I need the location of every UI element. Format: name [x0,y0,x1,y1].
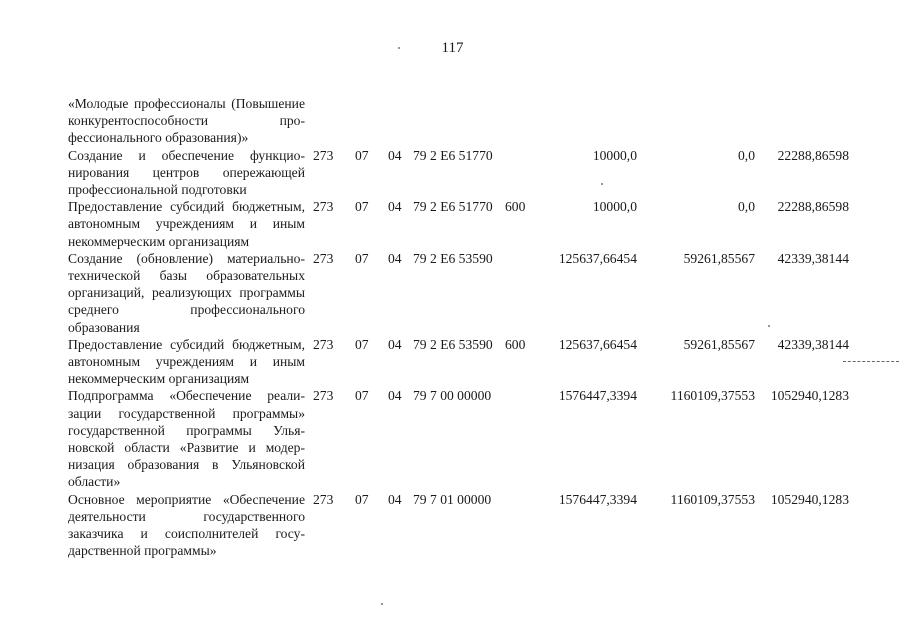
subsection-code: 04 [388,250,402,266]
expense-type-code [505,387,541,490]
section-code: 07 [355,250,369,266]
glav-code: 273 [313,147,334,163]
amount-3 [755,95,849,147]
table-row [68,95,849,147]
section-code: 07 [355,491,369,507]
subsection-code: 04 [388,491,402,507]
amount-3: 42339,38144 [777,250,849,266]
amount-2 [637,95,755,147]
amount-2: 1160109,37553 [670,491,755,507]
amount-3: 42339,38144 [777,336,849,352]
target-article-code [413,95,505,147]
budget-table [68,95,849,559]
target-article-code: 79 2 Е6 53590 [413,336,493,352]
expense-type-code [505,491,541,560]
glav-code: 273 [313,388,334,404]
section-code [355,95,388,147]
expense-type-code: 600 [505,199,526,215]
amount-3: 1052940,1283 [770,491,849,507]
table-row [68,250,849,336]
row-name: Предоставление субсидий бюджетным, автономным учреждениям и иным некоммерческим организациям [68,336,305,387]
amount-1: 125637,66454 [558,250,637,266]
glav-code: 273 [313,336,334,352]
amount-1: 10000,0 [592,147,637,163]
table-row [68,147,849,199]
amount-1 [541,95,637,147]
expense-type-code [505,250,541,336]
expense-type-code: 600 [505,336,526,352]
row-name: Создание (обновление) материально-технической базы образовательных организаций, реализующих программы среднего профессионального образования [68,250,305,335]
row-name: «Молодые профессионалы (Повышение конкурентоспособности профессионального образования)» [68,96,305,146]
expense-type-code [505,147,541,199]
row-name: Создание и обеспечение функционирования центров опережающей профессиональной подготовки [68,147,305,198]
target-article-code: 79 2 Е6 51770 [413,147,493,163]
section-code: 07 [355,199,369,215]
subsection-code: 04 [388,336,402,352]
scan-speck [398,47,400,49]
section-code: 07 [355,388,369,404]
table-row [68,336,849,388]
amount-1: 1576447,3394 [558,491,637,507]
page-number: 117 [441,40,464,56]
row-name: Основное мероприятие «Обеспечение деятельности государственного заказчика и соисполнителей государственной программы» [68,491,305,559]
amount-2: 0,0 [738,147,755,163]
amount-2: 1160109,37553 [670,388,755,404]
scan-speck [601,183,603,185]
row-name: Предоставление субсидий бюджетным, автономным учреждениям и иным некоммерческим организациям [68,199,305,249]
amount-1: 10000,0 [592,199,637,215]
glav-code: 273 [313,199,334,215]
glav-code [313,95,355,147]
section-code: 07 [355,336,369,352]
section-code: 07 [355,147,369,163]
target-article-code: 79 7 00 00000 [413,388,492,404]
scan-dash-line [843,361,899,362]
scan-speck [381,603,383,605]
amount-3: 22288,86598 [777,199,849,215]
expense-type-code [505,95,541,147]
subsection-code [388,95,413,147]
target-article-code: 79 2 Е6 51770 [413,199,493,215]
amount-1: 125637,66454 [558,336,637,352]
row-name: Подпрограмма «Обеспечение реализации государственной программы» государственной программы Ульяновской области «Развитие и модернизация образования в Ульяновской области» [68,388,305,490]
amount-2: 59261,85567 [683,336,755,352]
amount-2: 59261,85567 [683,250,755,266]
subsection-code: 04 [388,388,402,404]
target-article-code: 79 2 Е6 53590 [413,250,493,266]
scan-speck [768,325,770,327]
amount-1: 1576447,3394 [558,388,637,404]
glav-code: 273 [313,250,334,266]
table-row [68,198,849,250]
glav-code: 273 [313,491,334,507]
amount-3: 1052940,1283 [770,388,849,404]
subsection-code: 04 [388,147,402,163]
table-row [68,387,849,490]
amount-3: 22288,86598 [777,147,849,163]
subsection-code: 04 [388,199,402,215]
table-row [68,491,849,560]
amount-2: 0,0 [738,199,755,215]
target-article-code: 79 7 01 00000 [413,491,492,507]
